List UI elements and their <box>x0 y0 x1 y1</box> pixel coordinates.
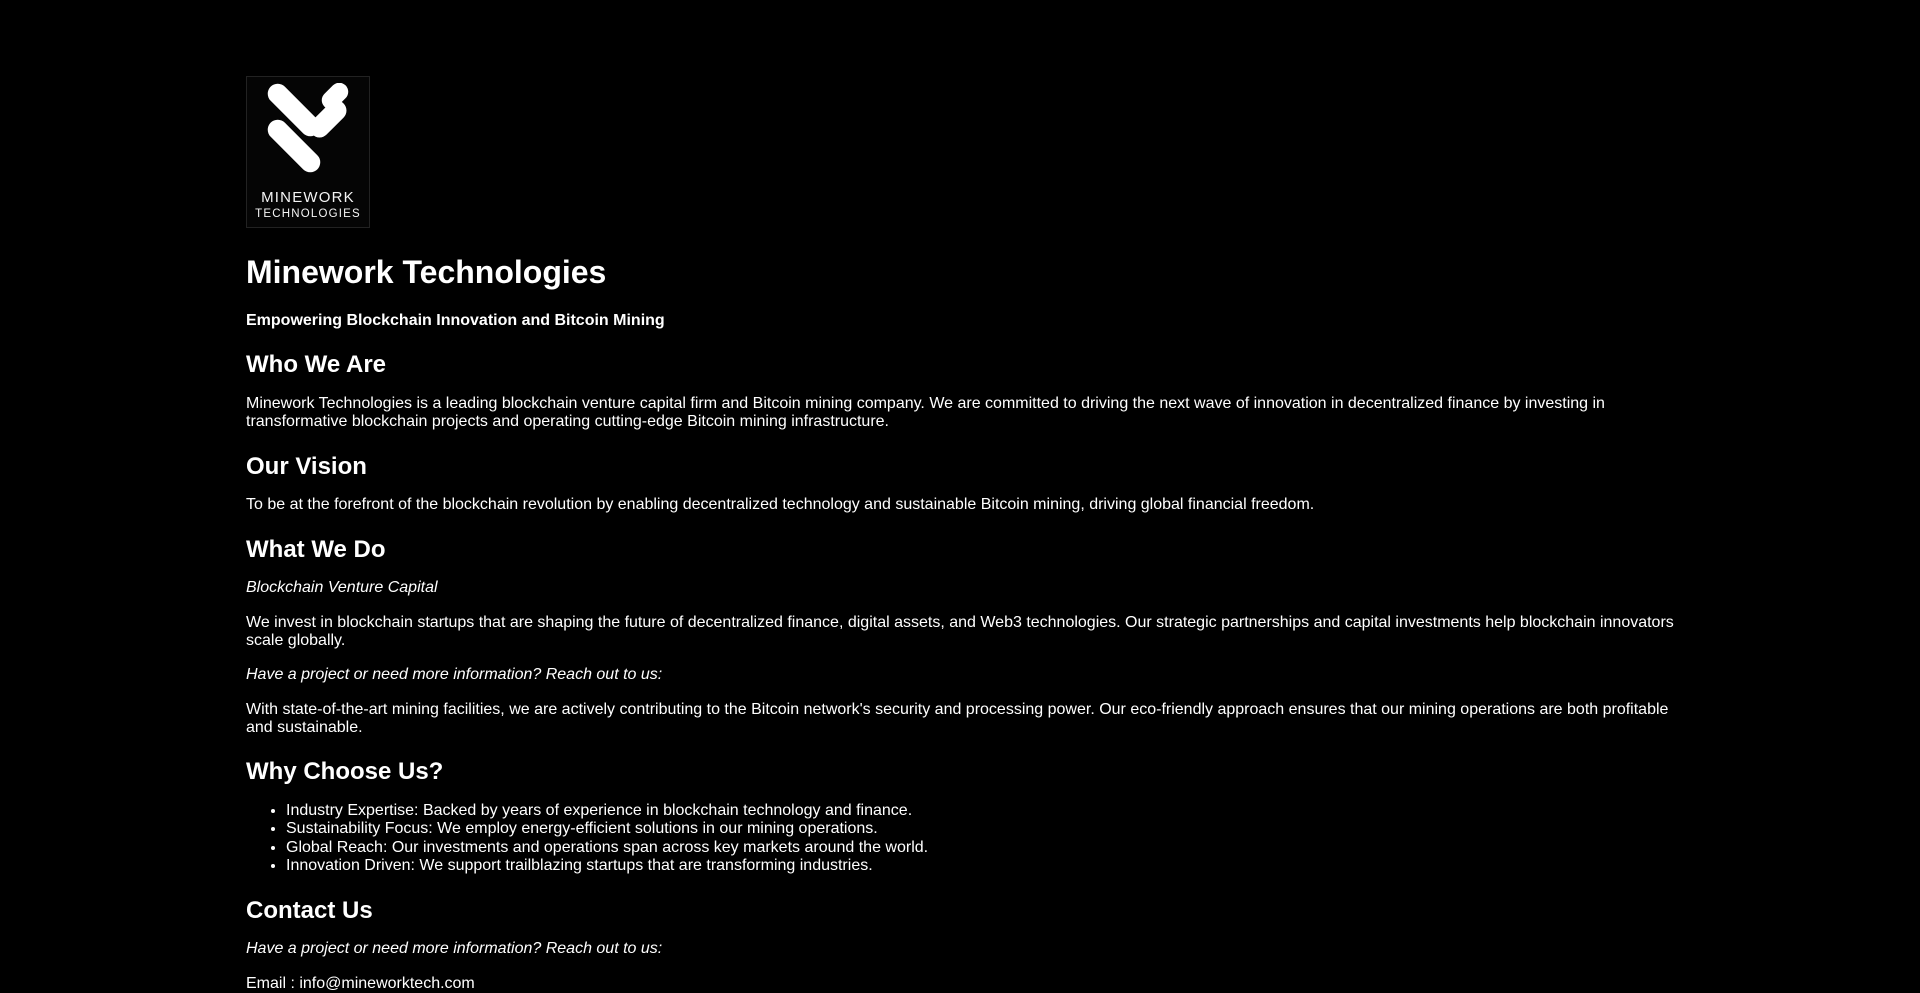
why-choose-us-list <box>246 802 1676 876</box>
vision-heading: Our Vision <box>246 452 367 480</box>
page-title: Minework Technologies <box>246 254 607 290</box>
list-item: • Industry Expertise: Backed by years of experience in blockchain technology and finance. <box>286 802 1676 820</box>
who-we-are-text: Minework Technologies is a leading blockchain venture capital firm and Bitcoin mining company. We are committed to driving the next wave of innovation in decentralized finance by investing in transformative blockchain projects and operating cutting-edge Bitcoin mining infrastructure. <box>246 394 1605 431</box>
contact-heading: Contact Us <box>246 896 373 924</box>
mining-text: With state-of-the-art mining facilities, we are actively contributing to the Bitcoin network's security and processing power. Our eco-friendly approach ensures that our mining operations are both profitable and sustainable. <box>246 700 1669 737</box>
venture-capital-text: We invest in blockchain startups that are shaping the future of decentralized finance, digital assets, and Web3 technologies. Our strategic partnerships and capital investments help blockchain innovators scale globally. <box>246 613 1674 649</box>
what-we-do-cta: Have a project or need more information? Reach out to us: <box>246 666 663 684</box>
list-item: • Innovation Driven: We support trailblazing startups that are transforming industries. <box>286 857 1676 875</box>
who-we-are-heading: Who We Are <box>246 351 387 379</box>
contact-cta: Have a project or need more information? Reach out to us: <box>246 940 663 958</box>
list-item: • Sustainability Focus: We employ energy-efficient solutions in our mining operations. <box>286 820 1676 838</box>
vision-text: To be at the forefront of the blockchain revolution by enabling decentralized technology and sustainable Bitcoin mining, driving global financial freedom. <box>246 496 1315 514</box>
contact-email[interactable]: Email : info@mineworktech.com <box>246 974 475 992</box>
list-item: • Global Reach: Our investments and operations span across key markets around the world. <box>286 839 1676 857</box>
page-content <box>246 76 1676 993</box>
tagline: Empowering Blockchain Innovation and Bitcoin Mining <box>246 311 665 329</box>
venture-capital-subheading: Blockchain Venture Capital <box>246 579 438 597</box>
minework-mark-icon <box>256 83 360 183</box>
company-logo <box>246 76 370 228</box>
why-choose-us-heading: Why Choose Us? <box>246 758 444 786</box>
logo-wordmark: MINEWORK <box>261 189 355 206</box>
logo-subtitle: TECHNOLOGIES <box>255 208 361 221</box>
what-we-do-heading: What We Do <box>246 535 386 563</box>
